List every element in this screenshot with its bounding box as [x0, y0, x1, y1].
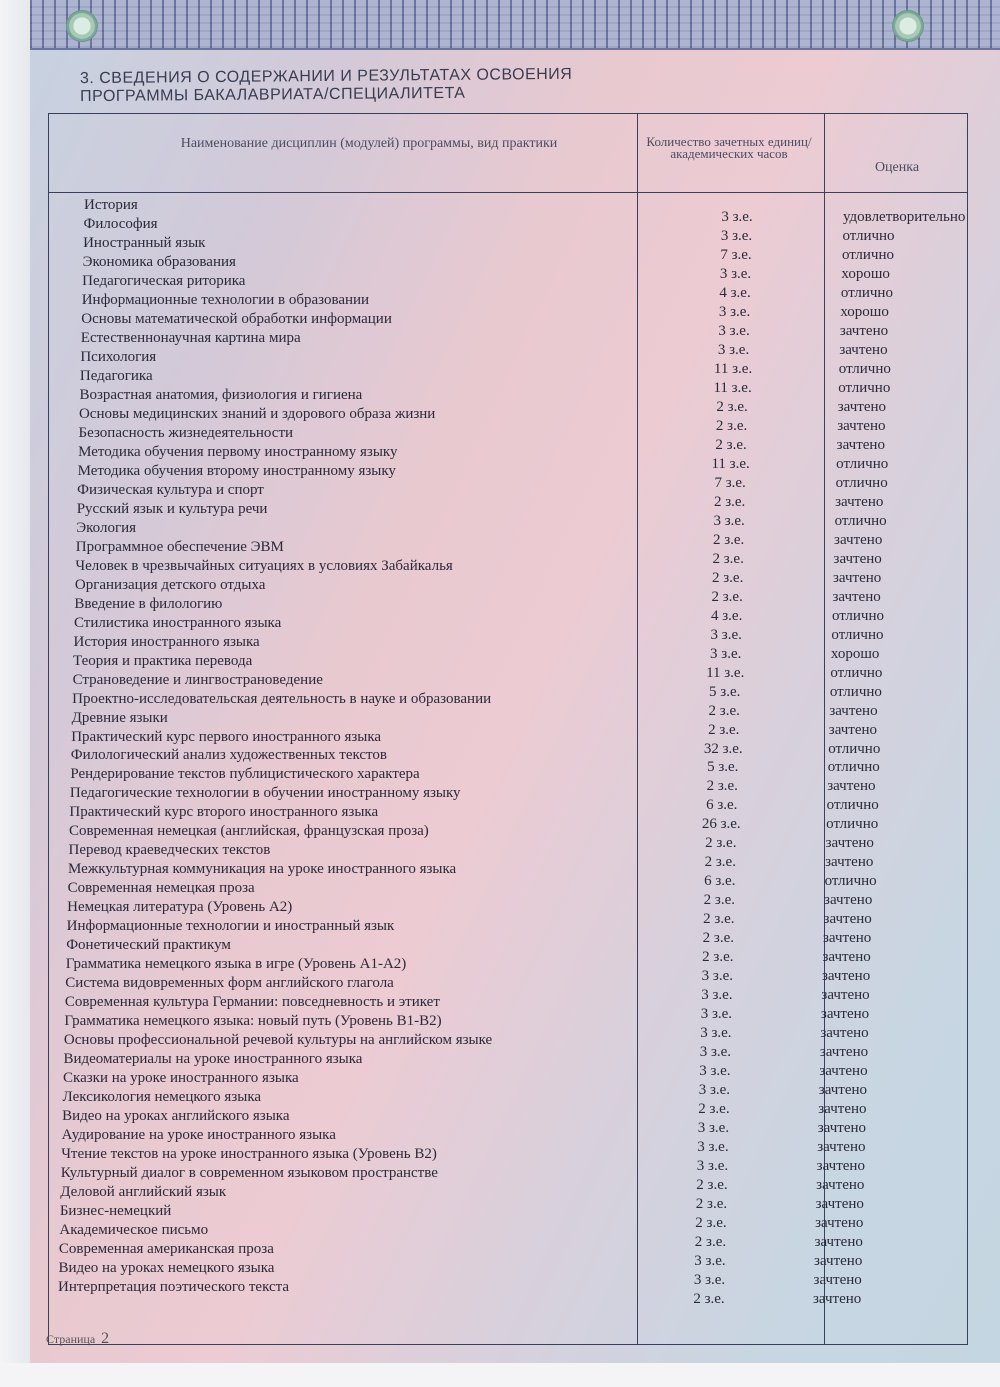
- credit-units: 2 з.е.: [698, 1101, 730, 1118]
- grade-value: зачтено: [833, 569, 882, 586]
- discipline-name: Современная немецкая проза: [67, 880, 255, 897]
- grade-value: зачтено: [836, 436, 885, 453]
- credit-units: 3 з.е.: [693, 1272, 726, 1289]
- credit-units: 3 з.е.: [701, 968, 734, 985]
- discipline-name: Практический курс первого иностранного языка: [71, 728, 382, 745]
- credit-units: 3 з.е.: [718, 322, 750, 339]
- grade-value: зачтено: [818, 1082, 868, 1099]
- discipline-name: Современная американская проза: [58, 1241, 274, 1258]
- section-title-line1: 3. СВЕДЕНИЯ О СОДЕРЖАНИИ И РЕЗУЛЬТАТАХ ОСВОЕНИЯ: [79, 65, 573, 88]
- credit-units: 3 з.е.: [720, 227, 753, 244]
- discipline-name: Межкультурная коммуникация на уроке иностранного языка: [68, 861, 457, 878]
- credit-units: 2 з.е.: [715, 436, 747, 453]
- discipline-name: Видео на уроках немецкого языка: [58, 1260, 275, 1277]
- discipline-name: Информационные технологии и иностранный язык: [66, 918, 395, 935]
- credit-units: 7 з.е.: [714, 474, 746, 491]
- grade-value: зачтено: [818, 1101, 867, 1118]
- credit-units: 3 з.е.: [700, 1006, 733, 1023]
- discipline-name: Немецкая литература (Уровень А2): [67, 899, 293, 916]
- credit-units: 2 з.е.: [708, 702, 740, 719]
- credit-units: 2 з.е.: [702, 930, 734, 947]
- grade-value: зачтено: [815, 1215, 864, 1232]
- grade-value: зачтено: [837, 398, 887, 415]
- credit-units: 5 з.е.: [707, 759, 739, 776]
- discipline-name: Фонетический практикум: [66, 937, 231, 954]
- credit-units: 3 з.е.: [717, 341, 750, 358]
- credit-units: 2 з.е.: [702, 949, 734, 966]
- credit-units: 11 з.е.: [713, 379, 752, 396]
- discipline-name: Видео на уроках английского языка: [62, 1108, 290, 1125]
- grade-value: удовлетворительно: [843, 209, 966, 225]
- discipline-name: Основы медицинских знаний и здорового образа жизни: [78, 405, 436, 422]
- discipline-name: Рендерирование текстов публицистического характера: [70, 766, 420, 783]
- table-row: [0, 1278, 1000, 1307]
- credit-units: 3 з.е.: [710, 626, 742, 643]
- grade-value: отлично: [826, 797, 879, 814]
- discipline-name: Информационные технологии в образовании: [81, 291, 370, 308]
- discipline-name: Теория и практика перевода: [73, 652, 253, 669]
- credit-units: 5 з.е.: [709, 683, 741, 700]
- credit-units: 2 з.е.: [713, 493, 746, 510]
- credit-units: 3 з.е.: [694, 1253, 726, 1270]
- discipline-name: Безопасность жизнедеятельности: [78, 424, 294, 441]
- credit-units: 3 з.е.: [699, 1044, 732, 1061]
- credit-units: 4 з.е.: [719, 284, 751, 301]
- discipline-name: Перевод краеведческих текстов: [68, 842, 271, 859]
- grade-value: отлично: [841, 246, 895, 263]
- grade-value: зачтено: [821, 968, 871, 985]
- credit-units: 11 з.е.: [713, 360, 753, 377]
- grade-value: отлично: [840, 284, 893, 301]
- grade-value: зачтено: [819, 1063, 868, 1080]
- discipline-name: Методика обучения первому иностранному языку: [78, 443, 398, 460]
- grade-value: зачтено: [835, 493, 884, 510]
- discipline-name: Практический курс второго иностранного языка: [69, 804, 379, 821]
- discipline-name: Современная культура Германии: повседневность и этикет: [64, 994, 440, 1011]
- credit-units: 3 з.е.: [721, 209, 753, 225]
- discipline-name: Русский язык и культура речи: [76, 500, 268, 517]
- discipline-name: Деловой английский язык: [60, 1184, 227, 1201]
- grade-value: зачтено: [816, 1158, 865, 1175]
- credit-units: 2 з.е.: [708, 721, 740, 738]
- discipline-name: Введение в филологию: [74, 595, 223, 612]
- credit-units: 3 з.е.: [700, 1025, 732, 1042]
- credit-units: 26 з.е.: [701, 816, 741, 833]
- grade-value: зачтено: [816, 1177, 865, 1194]
- grade-value: зачтено: [832, 588, 881, 605]
- discipline-name: История иностранного языка: [73, 633, 260, 650]
- rosette-icon: [892, 10, 924, 42]
- credit-units: 3 з.е.: [719, 265, 752, 282]
- discipline-name: Древние языки: [71, 709, 168, 726]
- credit-units: 2 з.е.: [716, 398, 748, 415]
- grade-value: зачтено: [813, 1272, 862, 1289]
- credit-units: 3 з.е.: [697, 1139, 729, 1156]
- grade-value: отлично: [838, 379, 891, 396]
- grade-value: отлично: [836, 455, 889, 472]
- grade-value: зачтено: [834, 531, 883, 548]
- discipline-name: Страноведение и лингвострановедение: [72, 671, 323, 688]
- grade-value: зачтено: [821, 987, 870, 1004]
- grade-value: зачтено: [814, 1253, 863, 1270]
- grade-value: зачтено: [817, 1139, 866, 1156]
- credit-units: 2 з.е.: [704, 854, 736, 871]
- credit-units: 2 з.е.: [703, 911, 735, 928]
- discipline-name: Лексикология немецкого языка: [62, 1089, 262, 1106]
- discipline-name: Стилистика иностранного языка: [73, 614, 282, 631]
- credit-units: 11 з.е.: [711, 455, 750, 472]
- discipline-name: Видеоматериалы на уроке иностранного языка: [63, 1051, 363, 1068]
- header-divider: [49, 192, 967, 193]
- grade-value: отлично: [828, 740, 881, 757]
- credit-units: 2 з.е.: [693, 1291, 725, 1307]
- page-footer: [46, 1330, 109, 1348]
- credit-units: 3 з.е.: [701, 987, 733, 1004]
- grade-value: зачтено: [833, 550, 882, 567]
- credit-units: 11 з.е.: [706, 664, 745, 681]
- discipline-name: Академическое письмо: [59, 1222, 209, 1239]
- credit-units: 3 з.е.: [713, 512, 745, 529]
- credit-units: 3 з.е.: [698, 1082, 731, 1099]
- grade-value: хорошо: [840, 303, 889, 320]
- discipline-name: Современная немецкая (английская, французская проза): [68, 823, 429, 840]
- credit-units: 3 з.е.: [696, 1158, 729, 1175]
- credit-units: 2 з.е.: [695, 1196, 728, 1213]
- grade-value: отлично: [830, 664, 883, 681]
- discipline-name: Экология: [76, 519, 137, 536]
- credit-units: 6 з.е.: [704, 873, 736, 890]
- grade-value: зачтено: [822, 949, 871, 966]
- discipline-name: Чтение текстов на уроке иностранного языка (Уровень В2): [61, 1146, 437, 1163]
- grade-value: отлично: [831, 607, 885, 624]
- credit-units: 32 з.е.: [703, 740, 743, 757]
- grade-value: хорошо: [841, 265, 890, 282]
- grade-value: зачтено: [839, 322, 889, 339]
- grade-value: зачтено: [824, 892, 873, 909]
- credit-units: 3 з.е.: [718, 303, 751, 320]
- credit-units: 2 з.е.: [712, 531, 745, 548]
- grade-value: зачтено: [827, 778, 876, 795]
- discipline-name: Филологический анализ художественных текстов: [70, 747, 387, 764]
- discipline-name: Педагогическая риторика: [82, 272, 246, 289]
- credit-units: 6 з.е.: [706, 797, 738, 814]
- discipline-name: Философия: [83, 215, 158, 232]
- discipline-name: Интерпретация поэтического текста: [58, 1279, 290, 1295]
- discipline-name: Основы профессиональной речевой культуры на английском языке: [63, 1032, 493, 1049]
- credit-units: 2 з.е.: [695, 1215, 727, 1232]
- credit-units: 2 з.е.: [711, 569, 744, 586]
- security-border: [30, 0, 1000, 50]
- discipline-name: Аудирование на уроке иностранного языка: [61, 1127, 336, 1144]
- credit-units: 2 з.е.: [712, 550, 744, 567]
- credit-units: 2 з.е.: [705, 835, 737, 852]
- rosette-icon: [66, 10, 98, 42]
- credit-units: 2 з.е.: [703, 892, 735, 909]
- grade-value: зачтено: [817, 1120, 867, 1137]
- discipline-name: Программное обеспечение ЭВМ: [75, 538, 284, 555]
- grade-value: зачтено: [813, 1291, 862, 1307]
- header-units: Количество зачетных единиц/ академических часов: [646, 134, 812, 161]
- grade-value: зачтено: [828, 721, 878, 738]
- grade-value: отлично: [827, 759, 880, 776]
- grade-value: отлично: [838, 360, 891, 377]
- discipline-name: Педагогика: [79, 367, 153, 384]
- discipline-name: Грамматика немецкого языка: новый путь (Уровень В1-В2): [64, 1013, 442, 1030]
- credit-units: 3 з.е.: [710, 645, 742, 662]
- grade-value: зачтено: [825, 835, 874, 852]
- grade-value: зачтено: [837, 417, 886, 434]
- discipline-name: Проектно-исследовательская деятельность в науке и образовании: [72, 690, 492, 707]
- grade-value: зачтено: [814, 1234, 863, 1251]
- grade-value: зачтено: [819, 1044, 869, 1061]
- discipline-name: Иностранный язык: [83, 234, 206, 251]
- scan-edge: [0, 1363, 1000, 1387]
- grade-value: зачтено: [823, 930, 872, 947]
- credit-units: 2 з.е.: [694, 1234, 727, 1251]
- grade-value: зачтено: [820, 1025, 869, 1042]
- discipline-name: Человек в чрезвычайных ситуациях в условиях Забайкалья: [75, 557, 453, 574]
- grade-value: зачтено: [815, 1196, 864, 1213]
- credit-units: 2 з.е.: [715, 417, 748, 434]
- discipline-name: Система видовременных форм английского глагола: [65, 975, 394, 992]
- section-title-line2: ПРОГРАММЫ БАКАЛАВРИАТА/СПЕЦИАЛИТЕТА: [80, 84, 466, 106]
- grade-value: зачтено: [820, 1006, 870, 1023]
- credit-units: 2 з.е.: [706, 778, 738, 795]
- credit-units: 2 з.е.: [696, 1177, 728, 1194]
- discipline-name: Культурный диалог в современном языковом пространстве: [60, 1165, 438, 1182]
- discipline-name: Сказки на уроке иностранного языка: [63, 1070, 299, 1087]
- grade-value: отлично: [831, 626, 884, 643]
- header-discipline: Наименование дисциплин (модулей) программы, вид практики: [180, 136, 558, 151]
- grade-value: зачтено: [829, 702, 878, 719]
- credit-units: 3 з.е.: [697, 1120, 730, 1137]
- credit-units: 3 з.е.: [699, 1063, 731, 1080]
- discipline-name: Педагогические технологии в обучении иностранному языку: [69, 785, 461, 802]
- page-number: 2: [101, 1330, 110, 1347]
- discipline-name: Психология: [80, 348, 157, 365]
- grade-value: зачтено: [839, 341, 888, 358]
- discipline-name: Физическая культура и спорт: [77, 481, 264, 498]
- grade-value: отлично: [829, 683, 882, 700]
- discipline-name: Организация детского отдыха: [74, 576, 266, 593]
- discipline-name: Естественнонаучная картина мира: [80, 329, 301, 346]
- grade-value: отлично: [826, 816, 879, 833]
- page-label: Страница: [46, 1332, 96, 1346]
- credit-units: 4 з.е.: [711, 607, 743, 624]
- grade-value: отлично: [835, 474, 888, 491]
- grade-value: зачтено: [825, 854, 874, 871]
- grade-value: зачтено: [823, 911, 872, 928]
- header-grade: Оценка: [874, 160, 920, 175]
- grade-value: отлично: [842, 227, 895, 244]
- discipline-name: Основы математической обработки информации: [81, 310, 392, 327]
- grade-value: отлично: [834, 512, 887, 529]
- discipline-name: Экономика образования: [82, 253, 236, 270]
- discipline-name: История: [84, 197, 138, 213]
- discipline-name: Бизнес-немецкий: [59, 1203, 172, 1220]
- credit-units: 7 з.е.: [720, 246, 752, 263]
- section-title: [80, 66, 573, 106]
- grade-value: отлично: [824, 873, 877, 890]
- credit-units: 2 з.е.: [711, 588, 743, 605]
- discipline-name: Методика обучения второму иностранному языку: [77, 462, 396, 479]
- grade-value: хорошо: [830, 645, 880, 662]
- discipline-name: Возрастная анатомия, физиология и гигиена: [79, 386, 363, 403]
- discipline-name: Грамматика немецкого языка в игре (Уровень А1-А2): [65, 956, 407, 973]
